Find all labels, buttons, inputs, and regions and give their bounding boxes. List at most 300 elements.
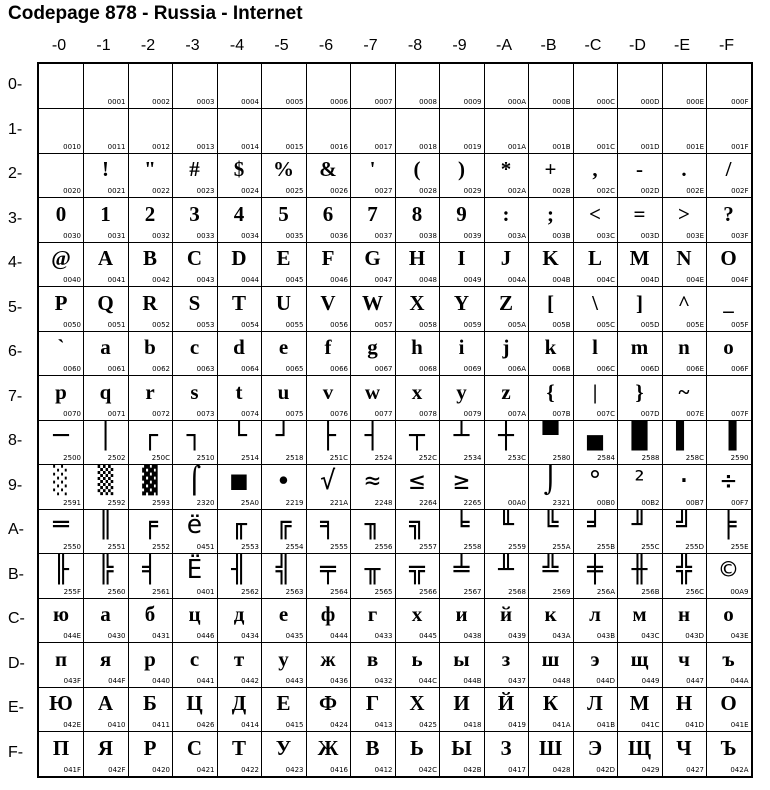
unicode-code: 043C	[641, 632, 660, 640]
unicode-code: 0027	[374, 187, 393, 195]
char-glyph: ©	[720, 554, 737, 585]
char-glyph: ш	[541, 646, 560, 671]
char-glyph: ┼	[498, 421, 514, 451]
char-glyph: }	[635, 379, 644, 404]
char-cell	[573, 732, 618, 776]
char-glyph: Ю	[49, 691, 73, 715]
unicode-code: 0030	[63, 231, 81, 240]
char-cell	[707, 687, 751, 732]
char-glyph: o	[723, 335, 734, 359]
char-cell	[440, 376, 485, 421]
char-cell	[395, 598, 440, 643]
char-cell	[395, 509, 440, 554]
unicode-code: 0420	[152, 765, 170, 774]
unicode-code: 0029	[463, 187, 482, 195]
char-cell	[573, 465, 618, 510]
unicode-code: 007B	[552, 409, 571, 418]
char-cell	[39, 242, 84, 287]
unicode-code: 007C	[596, 409, 615, 418]
char-glyph: +	[544, 157, 557, 181]
unicode-code: 0001	[107, 98, 126, 106]
column-header: -C	[584, 37, 602, 54]
unicode-code: 0445	[419, 632, 437, 640]
char-glyph: $	[233, 157, 245, 181]
char-glyph: K	[542, 246, 559, 270]
unicode-code: 0050	[63, 320, 81, 329]
char-glyph: й	[499, 602, 513, 626]
char-cell	[173, 109, 218, 154]
unicode-code: 0026	[330, 187, 348, 195]
char-glyph: :	[502, 201, 510, 226]
char-cell	[306, 687, 351, 732]
char-cell	[529, 643, 574, 688]
char-cell	[573, 509, 618, 554]
unicode-code: 0065	[285, 365, 304, 373]
unicode-code: 0079	[463, 409, 482, 418]
char-glyph: °	[587, 465, 603, 496]
unicode-code: 0060	[63, 365, 81, 373]
char-cell	[484, 420, 529, 465]
char-glyph: E	[276, 246, 291, 270]
char-cell	[529, 598, 574, 643]
char-cell	[84, 420, 129, 465]
char-cell	[351, 376, 396, 421]
unicode-code: 0074	[241, 409, 259, 418]
unicode-code: 0068	[419, 365, 437, 373]
char-cell	[306, 64, 351, 109]
char-glyph: н	[677, 602, 691, 626]
char-glyph: √	[320, 465, 336, 496]
unicode-code: 044C	[418, 676, 437, 685]
char-cell	[217, 287, 262, 332]
unicode-code: 0009	[463, 98, 482, 106]
char-cell	[529, 153, 574, 198]
unicode-code: 0421	[196, 765, 215, 774]
unicode-code: 043B	[596, 632, 615, 640]
unicode-code: 0015	[285, 142, 304, 151]
char-cell	[306, 732, 351, 776]
unicode-code: 042D	[596, 765, 615, 774]
char-cell	[707, 109, 751, 154]
char-glyph: P	[54, 290, 68, 315]
char-cell	[262, 598, 307, 643]
unicode-code: 0037	[374, 231, 393, 240]
char-cell	[440, 554, 485, 599]
unicode-code: 006F	[731, 365, 749, 373]
column-header: -5	[274, 37, 289, 54]
char-glyph: ▌	[676, 421, 692, 451]
char-glyph: ~	[678, 379, 690, 404]
unicode-code: 042A	[730, 765, 749, 774]
char-glyph: м	[632, 602, 647, 626]
char-cell	[217, 153, 262, 198]
unicode-code: 001B	[552, 142, 571, 151]
char-cell	[484, 64, 529, 109]
row-header: F-	[8, 743, 24, 761]
char-glyph: ╘	[453, 510, 470, 540]
char-cell	[529, 64, 574, 109]
char-glyph: f	[324, 335, 332, 359]
char-cell	[395, 687, 440, 732]
char-glyph: с	[189, 646, 200, 671]
char-cell	[395, 287, 440, 332]
unicode-code: 0073	[196, 409, 215, 418]
unicode-code: 003E	[686, 231, 704, 240]
unicode-code: 006C	[596, 365, 615, 373]
unicode-code: 0045	[285, 276, 304, 284]
char-cell	[306, 242, 351, 287]
unicode-code: 044D	[596, 676, 615, 685]
char-glyph: ^	[677, 290, 691, 315]
char-cell	[39, 687, 84, 732]
char-cell	[217, 687, 262, 732]
char-cell	[662, 509, 707, 554]
char-cell	[217, 598, 262, 643]
char-glyph: ?	[723, 201, 734, 226]
unicode-code: 005A	[507, 320, 526, 329]
char-cell	[173, 554, 218, 599]
char-glyph: ▄	[587, 421, 603, 451]
char-glyph: J	[500, 246, 512, 270]
unicode-code: 0424	[330, 721, 348, 729]
char-cell	[618, 420, 663, 465]
char-glyph: щ	[630, 646, 649, 671]
unicode-code: 0411	[152, 721, 170, 729]
char-glyph: я	[99, 646, 112, 671]
char-cell	[173, 465, 218, 510]
char-cell	[440, 287, 485, 332]
unicode-code: 255F	[63, 587, 81, 596]
unicode-code: 004B	[552, 276, 571, 284]
char-glyph: Ё	[186, 554, 203, 585]
unicode-code: 0018	[419, 142, 437, 151]
char-glyph: Б	[143, 691, 157, 715]
unicode-code: 2500	[63, 454, 81, 462]
char-cell	[217, 554, 262, 599]
char-cell	[662, 376, 707, 421]
char-cell	[395, 465, 440, 510]
char-glyph: `	[57, 335, 65, 359]
unicode-code: 2555	[330, 543, 348, 551]
char-glyph: s	[190, 379, 199, 404]
unicode-code: 0426	[196, 721, 215, 729]
unicode-code: 006D	[640, 365, 660, 373]
column-header: -D	[629, 37, 646, 54]
char-glyph: Y	[453, 290, 470, 315]
unicode-code: 001A	[507, 142, 526, 151]
char-glyph: Н	[675, 691, 693, 715]
unicode-code: 0055	[285, 320, 304, 329]
unicode-code: 0437	[508, 676, 526, 685]
char-glyph: G	[364, 246, 381, 270]
char-glyph: ≈	[364, 465, 381, 496]
unicode-code: 004D	[640, 276, 660, 284]
char-glyph: ц	[188, 602, 201, 626]
char-glyph: Е	[276, 691, 291, 715]
unicode-code: 007A	[507, 409, 526, 418]
char-cell	[573, 598, 618, 643]
char-cell	[529, 287, 574, 332]
unicode-code: 0417	[508, 765, 526, 774]
char-cell	[128, 509, 173, 554]
char-glyph: 3	[189, 201, 200, 226]
char-cell	[662, 598, 707, 643]
char-cell	[618, 643, 663, 688]
char-cell	[262, 376, 307, 421]
unicode-code: 0433	[374, 632, 393, 640]
char-cell	[306, 598, 351, 643]
char-cell	[39, 420, 84, 465]
unicode-code: 0012	[152, 142, 170, 151]
unicode-code: 0069	[463, 365, 482, 373]
unicode-code: 2580	[552, 454, 571, 462]
char-glyph: Э	[587, 735, 603, 760]
char-cell	[440, 465, 485, 510]
unicode-code: 0441	[196, 676, 215, 685]
char-cell	[217, 509, 262, 554]
char-glyph: Ж	[317, 735, 339, 760]
column-header: -E	[674, 37, 690, 54]
char-glyph: \	[592, 290, 598, 315]
unicode-code: 0415	[285, 721, 304, 729]
unicode-code: 0036	[330, 231, 348, 240]
row-header: 7-	[8, 387, 23, 405]
unicode-code: 0414	[241, 721, 259, 729]
char-cell	[262, 732, 307, 776]
char-cell	[707, 287, 751, 332]
unicode-code: 005E	[686, 320, 704, 329]
char-cell	[529, 109, 574, 154]
unicode-code: 007F	[731, 409, 749, 418]
char-cell	[618, 242, 663, 287]
char-cell	[173, 687, 218, 732]
char-glyph: ▓	[142, 465, 158, 496]
unicode-code: 0042	[152, 276, 170, 284]
char-glyph: ═	[53, 510, 69, 540]
char-cell	[128, 420, 173, 465]
char-glyph: ┴	[453, 421, 470, 451]
row-header: 3-	[8, 209, 23, 227]
unicode-code: 044B	[463, 676, 482, 685]
unicode-code: 0438	[463, 632, 482, 640]
unicode-code: 0006	[330, 98, 348, 106]
char-glyph: В	[365, 735, 380, 760]
char-cell	[662, 465, 707, 510]
unicode-code: 2565	[374, 587, 393, 596]
char-cell	[618, 287, 663, 332]
unicode-code: 2560	[107, 587, 126, 596]
char-cell	[662, 242, 707, 287]
char-glyph: b	[144, 335, 156, 359]
char-cell	[128, 331, 173, 376]
column-header: -A	[496, 37, 512, 54]
char-cell	[351, 331, 396, 376]
char-glyph: u	[277, 379, 290, 404]
char-glyph: у	[278, 646, 289, 671]
char-cell	[84, 465, 129, 510]
unicode-code: 0035	[285, 231, 304, 240]
char-cell	[618, 153, 663, 198]
char-cell	[662, 732, 707, 776]
char-cell	[662, 198, 707, 243]
unicode-code: 0071	[107, 409, 126, 418]
char-cell	[662, 687, 707, 732]
char-cell	[39, 598, 84, 643]
char-cell	[217, 465, 262, 510]
char-cell	[173, 732, 218, 776]
unicode-code: 0039	[463, 231, 482, 240]
unicode-code: 0435	[285, 632, 304, 640]
char-cell	[440, 598, 485, 643]
unicode-code: 0041	[107, 276, 126, 284]
column-header: -7	[363, 37, 378, 54]
unicode-code: 0070	[63, 409, 81, 418]
unicode-code: 0008	[419, 98, 437, 106]
char-cell	[262, 64, 307, 109]
unicode-code: 002A	[507, 187, 526, 195]
char-glyph: ╡	[142, 554, 158, 585]
char-glyph: ╟	[53, 554, 69, 585]
char-glyph: ь	[411, 646, 423, 671]
char-cell	[707, 242, 751, 287]
char-cell	[128, 153, 173, 198]
unicode-code: 0059	[463, 320, 482, 329]
char-cell	[707, 465, 751, 510]
unicode-code: 2591	[63, 498, 81, 507]
char-cell	[351, 109, 396, 154]
column-header: -6	[318, 37, 334, 54]
unicode-code: 253C	[507, 454, 526, 462]
unicode-code: 0449	[641, 676, 660, 685]
char-glyph: э	[590, 646, 600, 671]
char-glyph: ²	[631, 465, 648, 496]
unicode-code: 042E	[63, 721, 81, 729]
unicode-code: 256B	[641, 587, 660, 596]
unicode-code: 2590	[730, 454, 749, 462]
char-cell	[707, 732, 751, 776]
unicode-code: 00F7	[731, 498, 749, 507]
char-glyph: ╓	[231, 510, 247, 540]
char-cell	[484, 376, 529, 421]
char-cell	[306, 376, 351, 421]
page-title: Codepage 878 - Russia - Internet	[8, 3, 303, 24]
char-cell	[173, 376, 218, 421]
char-cell	[618, 64, 663, 109]
char-glyph: -	[636, 157, 643, 181]
char-glyph: O	[720, 246, 737, 270]
unicode-code: 0447	[686, 676, 704, 685]
unicode-code: 2320	[196, 498, 215, 507]
unicode-code: 0428	[552, 765, 571, 774]
unicode-code: 004A	[507, 276, 526, 284]
unicode-code: 0002	[152, 98, 170, 106]
unicode-code: 003B	[552, 231, 571, 240]
unicode-code: 0429	[641, 765, 660, 774]
char-glyph: ╖	[364, 510, 381, 540]
char-cell	[484, 598, 529, 643]
char-cell	[529, 732, 574, 776]
unicode-code: 255B	[596, 543, 615, 551]
unicode-code: 0062	[152, 365, 170, 373]
unicode-code: 0401	[196, 587, 215, 596]
char-cell	[484, 109, 529, 154]
unicode-code: 0022	[152, 187, 170, 195]
char-glyph: #	[189, 157, 200, 181]
char-glyph: U	[275, 290, 292, 315]
unicode-code: 0004	[241, 98, 259, 106]
char-cell	[618, 598, 663, 643]
unicode-code: 005B	[552, 320, 571, 329]
char-cell	[306, 287, 351, 332]
char-cell	[262, 465, 307, 510]
char-glyph: а	[100, 602, 111, 626]
char-cell	[217, 732, 262, 776]
char-glyph: h	[411, 335, 423, 359]
column-header: -F	[718, 37, 735, 54]
unicode-code: 2534	[463, 454, 482, 462]
unicode-code: 0051	[107, 320, 126, 329]
char-cell	[351, 242, 396, 287]
char-glyph: (	[413, 157, 421, 181]
char-glyph: Х	[409, 691, 425, 715]
unicode-code: 0067	[374, 365, 393, 373]
unicode-code: 0033	[196, 231, 215, 240]
unicode-code: 2551	[107, 543, 126, 551]
char-cell	[484, 287, 529, 332]
char-glyph: %	[273, 157, 294, 181]
char-glyph: 6	[322, 201, 334, 226]
unicode-code: 004E	[686, 276, 704, 284]
char-cell	[217, 376, 262, 421]
char-glyph: p	[55, 379, 67, 404]
char-glyph: .	[681, 157, 687, 181]
unicode-code: 255A	[552, 543, 571, 551]
char-glyph: {	[546, 379, 555, 404]
char-glyph: ╫	[631, 554, 648, 585]
char-glyph: ╛	[587, 510, 603, 540]
unicode-code: 041C	[641, 721, 660, 729]
char-glyph: У	[275, 735, 292, 760]
char-glyph: r	[145, 379, 155, 404]
char-cell	[618, 465, 663, 510]
char-cell	[707, 331, 751, 376]
char-cell	[173, 331, 218, 376]
char-glyph: R	[142, 290, 158, 315]
char-glyph: I	[457, 246, 466, 270]
char-cell	[217, 198, 262, 243]
char-cell	[573, 331, 618, 376]
unicode-code: 0024	[241, 187, 259, 195]
char-glyph: Ф	[318, 691, 338, 715]
char-cell	[262, 420, 307, 465]
char-glyph: ╥	[364, 554, 381, 585]
char-glyph: j	[502, 335, 510, 359]
column-header: -3	[185, 37, 200, 54]
unicode-code: 2558	[463, 543, 482, 551]
unicode-code: 2265	[463, 498, 482, 507]
char-cell	[39, 64, 84, 109]
char-glyph: Q	[97, 290, 114, 315]
char-cell	[484, 242, 529, 287]
char-glyph: _	[723, 290, 734, 315]
unicode-code: 0064	[241, 365, 259, 373]
unicode-code: 043A	[552, 632, 571, 640]
unicode-code: 0054	[241, 320, 259, 329]
char-cell	[573, 376, 618, 421]
char-glyph: ╦	[409, 554, 425, 585]
char-cell	[573, 287, 618, 332]
char-glyph: S	[188, 290, 201, 315]
